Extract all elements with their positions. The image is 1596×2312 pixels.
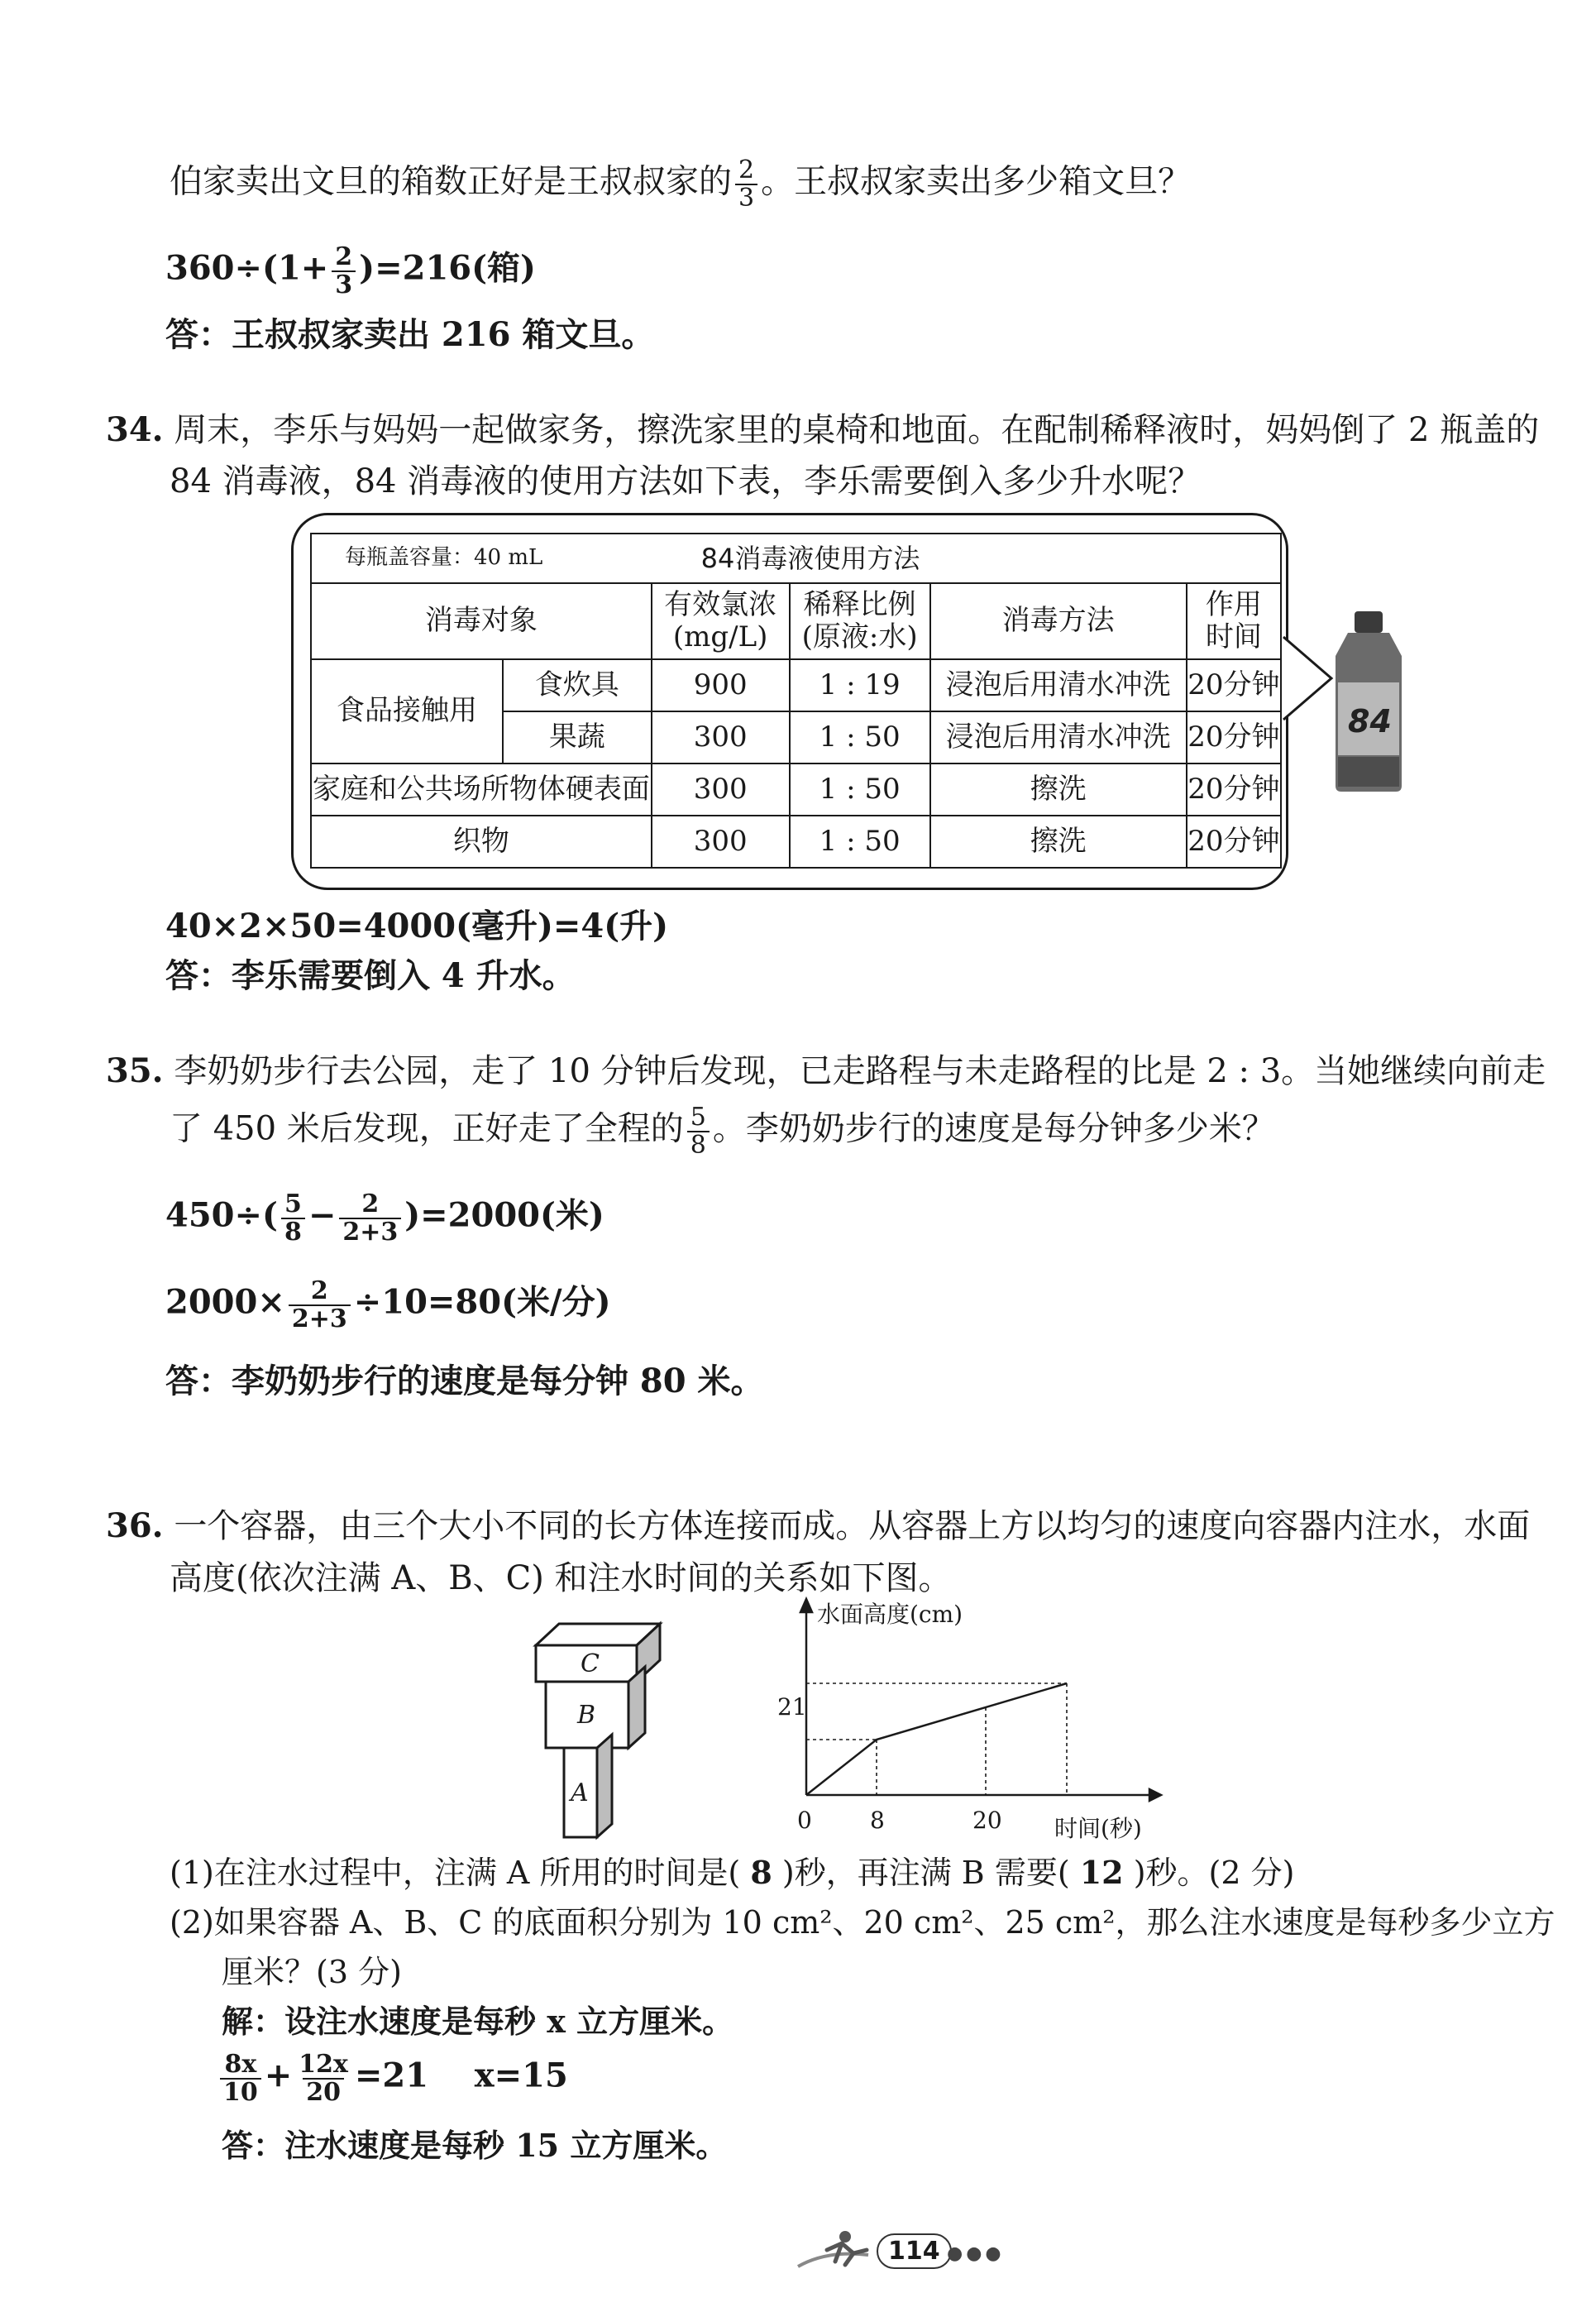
q33-answer: 答：王叔叔家卖出 216 箱文旦。 [165, 315, 655, 354]
footer-dots: ●●● [947, 2243, 1005, 2264]
header-object: 消毒对象 [311, 583, 652, 659]
q36-sub2-line1: (2)如果容器 A、B、C 的底面积分别为 10 cm²、20 cm²、25 cm²，那么注水速度是每秒多少立方 [170, 1904, 1555, 1941]
row-method: 擦洗 [930, 816, 1187, 868]
header-method: 消毒方法 [930, 583, 1187, 659]
row-obj: 果蔬 [503, 711, 652, 763]
bottle-label: 84 [1348, 703, 1392, 740]
q33-fraction: $\frac{2}{3}$ [735, 157, 757, 211]
page-number: 114 [877, 2233, 952, 2269]
box-label-a: A [571, 1778, 589, 1807]
row-conc: 900 [652, 659, 790, 711]
row-obj: 织物 [311, 816, 652, 868]
q34-text-line1: 34. 周末，李乐与妈妈一起做家务，擦洗家里的桌椅和地面。在配制稀释液时，妈妈倒了 2 瓶盖的 [106, 410, 1540, 449]
header-time: 作用 时间 [1187, 583, 1281, 659]
row-ratio: 1 : 19 [790, 659, 930, 711]
q36-text-line1: 36. 一个容器，由三个大小不同的长方体连接而成。从容器上方以均匀的速度向容器内注水，水面 [106, 1506, 1531, 1545]
row-time: 20分钟 [1187, 816, 1281, 868]
q36-answer: 答：注水速度是每秒 15 立方厘米。 [222, 2127, 728, 2164]
row-method: 浸泡后用清水冲洗 [930, 659, 1187, 711]
runner-logo-icon [794, 2225, 877, 2275]
q36-sub1: (1)在注水过程中，注满 A 所用的时间是( 8 )秒，再注满 B 需要( 12 )秒。(2 分) [170, 1854, 1295, 1891]
water-height-graph [761, 1592, 1174, 1845]
q34-text-line2: 84 消毒液，84 消毒液的使用方法如下表，李乐需要倒入多少升水呢？ [170, 462, 1202, 500]
row-ratio: 1 : 50 [790, 816, 930, 868]
q35-text-line2: 了 450 米后发现，正好走了全程的 $\frac{5}{8}$ 。李奶奶步行的速度是每分钟多少米？ [170, 1103, 1275, 1160]
box-label-c: C [581, 1649, 600, 1678]
q36-equation: $\frac{8x}{10}$ + $\frac{12x}{20}$ =21 x=15 [217, 2051, 568, 2105]
q34-answer: 答：李乐需要倒入 4 升水。 [165, 956, 576, 995]
answer-b-time: 12 [1079, 1854, 1124, 1891]
row-conc: 300 [652, 711, 790, 763]
cap-capacity: 每瓶盖容量：40 mL [311, 534, 652, 583]
graph-ylabel: 水面高度(cm) [817, 1601, 963, 1628]
answer-a-time: 8 [750, 1854, 772, 1891]
row-time: 20分钟 [1187, 711, 1281, 763]
row-obj: 家庭和公共场所物体硬表面 [311, 763, 652, 816]
graph-ytick-21: 21 [777, 1693, 807, 1721]
q33-calc: 360÷(1+ $\frac{2}{3}$ )=216(箱) [165, 242, 536, 299]
group-food-contact: 食品接触用 [311, 659, 503, 763]
q33-line1: 伯家卖出文旦的箱数正好是王叔叔家的 $\frac{2}{3}$ 。王叔叔家卖出多少箱文旦？ [170, 156, 1192, 213]
q35-calc1: 450÷( $\frac{5}{8}$ − $\frac{2}{2+3}$ )=2000(米) [165, 1190, 604, 1247]
row-ratio: 1 : 50 [790, 763, 930, 816]
row-method: 浸泡后用清水冲洗 [930, 711, 1187, 763]
row-ratio: 1 : 50 [790, 711, 930, 763]
row-conc: 300 [652, 763, 790, 816]
q35-answer: 答：李奶奶步行的速度是每分钟 80 米。 [165, 1362, 764, 1400]
graph-xlabel: 时间(秒) [1054, 1815, 1142, 1842]
bottle-icon [1323, 608, 1414, 794]
graph-xtick-8: 8 [870, 1807, 885, 1834]
q34-calc: 40×2×50=4000(毫升)=4(升) [165, 907, 669, 945]
box-label-b: B [577, 1701, 596, 1730]
header-concentration: 有效氯浓 (mg/L) [652, 583, 790, 659]
row-time: 20分钟 [1187, 763, 1281, 816]
q35-text-line1: 35. 李奶奶步行去公园，走了 10 分钟后发现，已走路程与未走路程的比是 2 : 3。当她继续向前走 [106, 1051, 1546, 1090]
container-figure [529, 1617, 674, 1845]
row-conc: 300 [652, 816, 790, 868]
disinfectant-table [310, 533, 1282, 869]
q36-sub2-line2: 厘米？(3 分) [222, 1954, 402, 1990]
q36-solution-setup: 解：设注水速度是每秒 x 立方厘米。 [222, 2003, 734, 2040]
table-title: 84消毒液使用方法 [652, 534, 1281, 583]
row-time: 20分钟 [1187, 659, 1281, 711]
row-method: 擦洗 [930, 763, 1187, 816]
row-obj: 食炊具 [503, 659, 652, 711]
graph-xtick-0: 0 [797, 1807, 812, 1834]
graph-xtick-20: 20 [972, 1807, 1002, 1834]
header-ratio: 稀释比例 (原液:水) [790, 583, 930, 659]
q35-calc2: 2000× $\frac{2}{2+3}$ ÷10=80(米/分) [165, 1276, 611, 1333]
q36-text-line2: 高度(依次注满 A、B、C) 和注水时间的关系如下图。 [170, 1559, 952, 1597]
